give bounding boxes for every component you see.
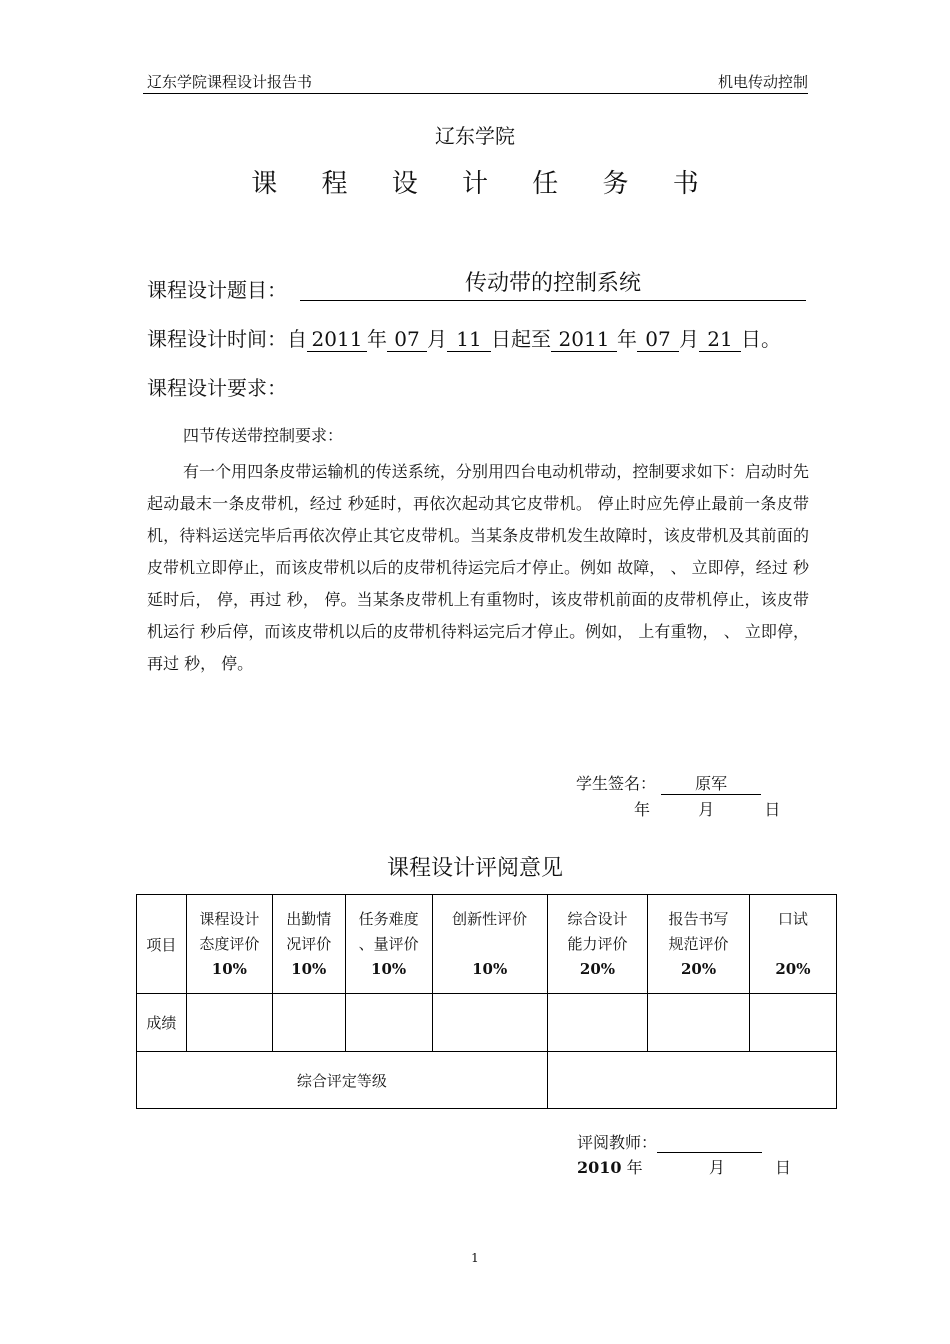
header-divider [143, 93, 808, 94]
end-day: 21 [699, 327, 741, 352]
col-attendance: 出勤情 况评价 10% [272, 895, 345, 994]
page-number: 1 [471, 1251, 479, 1265]
teacher-label: 评阅教师： [577, 1133, 658, 1152]
topic-underline [300, 300, 806, 301]
score-cell[interactable] [749, 994, 836, 1052]
teacher-signature-row [577, 1130, 762, 1153]
review-title: 课程设计评阅意见 [386, 856, 563, 881]
mid-text: 日起至 [491, 327, 551, 351]
col-design-ability: 综合设计 能力评价 20% [547, 895, 648, 994]
design-time-row [147, 323, 781, 352]
start-year: 2011 [307, 327, 367, 352]
score-cell[interactable] [432, 994, 547, 1052]
table-header-row [137, 895, 837, 994]
year-char: 年 [367, 327, 387, 351]
end-year: 2011 [551, 327, 617, 352]
requirements-label: 课程设计要求： [147, 376, 287, 400]
document-title: 课 程 设 计 任 务 书 [251, 169, 717, 199]
teacher-sign-line [657, 1136, 762, 1153]
end-month: 07 [637, 327, 679, 352]
header-left-title: 辽东学院课程设计报告书 [147, 73, 313, 91]
sign-month: 月 [698, 800, 715, 819]
score-row [137, 994, 837, 1052]
start-month: 07 [387, 327, 427, 352]
score-cell[interactable] [345, 994, 432, 1052]
item-label: 项目 [137, 895, 187, 994]
time-label: 课程设计时间：自 [147, 327, 307, 351]
review-table [136, 894, 837, 1109]
col-attitude: 课程设计 态度评价 10% [186, 895, 272, 994]
end-text: 日。 [741, 327, 781, 351]
score-cell[interactable] [547, 994, 648, 1052]
overall-row [137, 1052, 837, 1109]
teacher-year: 2010 [577, 1158, 622, 1177]
teacher-month: 月 [708, 1158, 725, 1177]
score-cell[interactable] [186, 994, 272, 1052]
topic-value: 传动带的控制系统 [464, 271, 641, 296]
student-sign-label: 学生签名： [576, 774, 657, 793]
teacher-day: 日 [775, 1158, 792, 1177]
col-innovation: 创新性评价 10% [432, 895, 547, 994]
sign-year: 年 [634, 800, 651, 819]
header-right-title: 机电传动控制 [717, 73, 808, 91]
end-month-char: 月 [679, 327, 699, 351]
col-difficulty: 任务难度 、量评价 10% [345, 895, 432, 994]
student-name: 原军 [661, 771, 761, 795]
col-oral-exam: 口试 20% [749, 895, 836, 994]
start-day: 11 [447, 327, 491, 352]
end-year-char: 年 [617, 327, 637, 351]
col-report-writing: 报告书写 规范评价 20% [648, 895, 750, 994]
sign-day: 日 [764, 800, 781, 819]
overall-grade-cell[interactable] [547, 1052, 836, 1109]
student-signature-row [576, 771, 761, 795]
college-name: 辽东学院 [435, 124, 515, 148]
requirements-body: 有一个用四条皮带运输机的传送系统，分别用四台电动机带动，控制要求如下：启动时先起动最末一条皮带机，经过 秒延时，再依次起动其它皮带机。 停止时应先停止最前一条皮带机，待料运送完毕后再依次停止其它皮带机。当某条皮带机发生故障时，该皮带机及其前面的皮带机立即停止，而该皮带机以后的皮带机待运完后才停止。例如 故障， 、 立即停，经过 秒延时后， 停，再过 秒， 停。当某条皮带机上有重物时，该皮带机前面的皮带机停止，该皮带机运行 秒后停，而该皮带机以后的皮带机待料运完后才停止。例如， 上有重物， 、 立即停，再过 秒， 停。 [147, 462, 809, 673]
month-char: 月 [427, 327, 447, 351]
score-cell[interactable] [272, 994, 345, 1052]
teacher-year-char: 年 [626, 1158, 643, 1177]
student-sign-date [634, 797, 780, 820]
score-cell[interactable] [648, 994, 750, 1052]
topic-label: 课程设计题目： [147, 278, 287, 302]
teacher-date [577, 1155, 791, 1178]
requirements-heading: 四节传送带控制要求： [183, 426, 344, 445]
overall-label: 综合评定等级 [137, 1052, 548, 1109]
score-label: 成绩 [137, 994, 187, 1052]
